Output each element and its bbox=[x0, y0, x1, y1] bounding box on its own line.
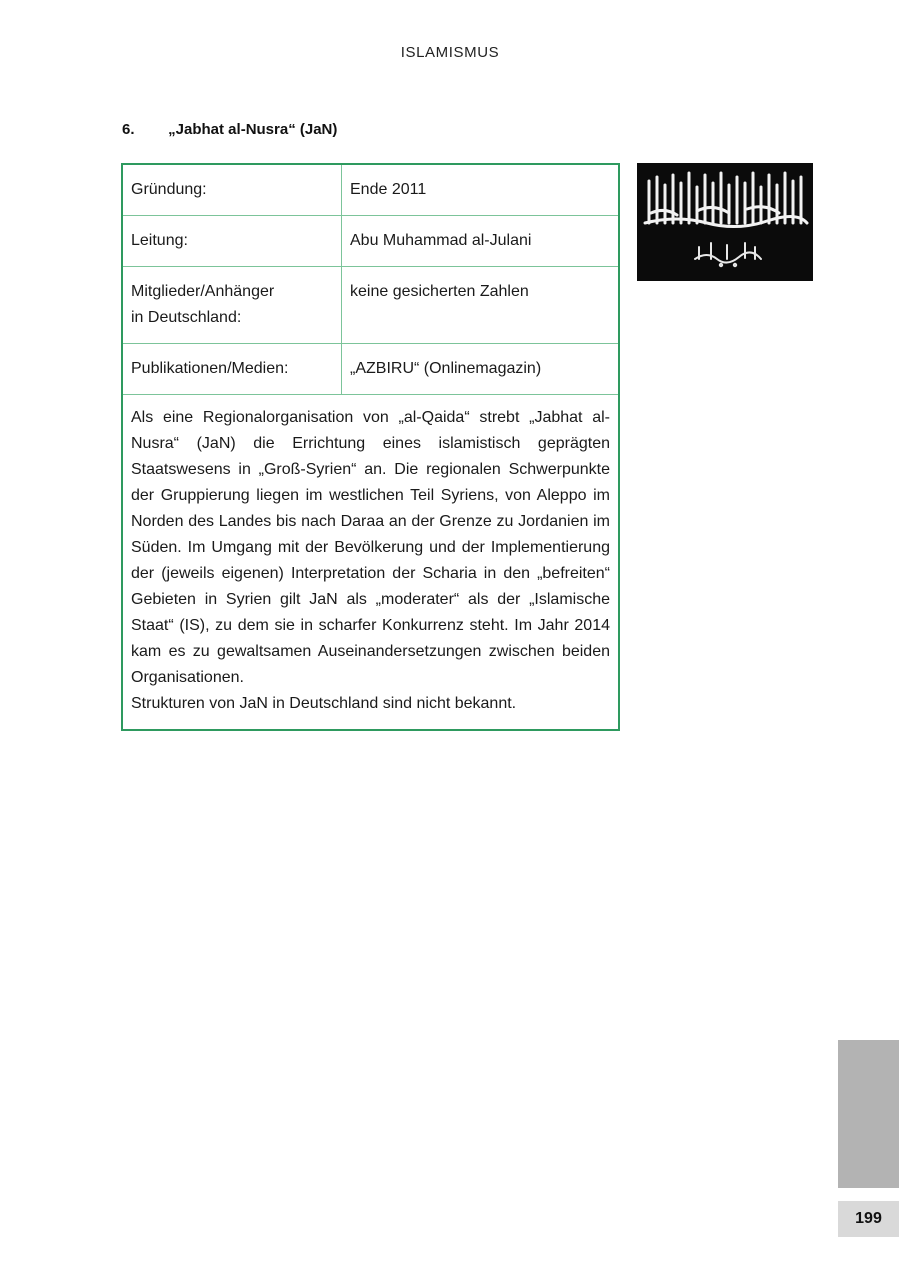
table-row bbox=[123, 267, 618, 344]
running-header: ISLAMISMUS bbox=[400, 44, 500, 61]
jan-flag-icon bbox=[637, 163, 813, 281]
row-value-members: keine gesicherten Zahlen bbox=[342, 267, 619, 344]
table-row bbox=[123, 165, 618, 216]
table-row bbox=[123, 344, 618, 395]
row-value-leadership: Abu Muhammad al-Julani bbox=[342, 216, 619, 267]
row-value-publications: „AZBIRU“ (Onlinemagazin) bbox=[342, 344, 619, 395]
row-label-leadership: Leitung: bbox=[123, 216, 342, 267]
row-label-founding: Gründung: bbox=[123, 165, 342, 216]
row-label-members-line-2: in Deutschland: bbox=[131, 309, 242, 326]
flag-graphic bbox=[637, 163, 813, 281]
section-title: „Jabhat al-Nusra“ (JaN) bbox=[168, 121, 338, 138]
section-heading bbox=[122, 121, 337, 138]
row-label-members-line-1: Mitglieder/Anhänger bbox=[131, 283, 275, 300]
info-table bbox=[123, 165, 618, 395]
info-box bbox=[121, 163, 620, 731]
chapter-tab bbox=[838, 1040, 899, 1188]
row-value-founding: Ende 2011 bbox=[342, 165, 619, 216]
row-label-members bbox=[123, 267, 342, 344]
description-paragraph: Strukturen von JaN in Deutschland sind nicht bekannt. bbox=[131, 695, 517, 712]
section-number: 6. bbox=[122, 121, 135, 138]
table-row bbox=[123, 216, 618, 267]
page-number: 199 bbox=[838, 1201, 899, 1237]
description-paragraph: Als eine Regionalorganisation von „al-Qaida“ strebt „Jabhat al-Nusra“ (JaN) die Errichtung eines islamistisch geprägten Staatswesens in „Groß-Syrien“ an. Die regionalen Schwerpunkte der Gruppierung liegen im westlichen Teil Syriens, von Aleppo im Norden des Landes bis nach Daraa an der Grenze zu Jordanien im Süden. Im Umgang mit der Bevölkerung und der Implementierung der (jeweils eigenen) Interpretation der Scharia in den „befreiten“ Gebieten in Syrien gilt JaN als „moderater“ als der „Islamische Staat“ (IS), zu dem sie in scharfer Konkurrenz steht. Im Jahr 2014 kam es zu gewaltsamen Auseinandersetzungen zwischen beiden Organisationen. bbox=[131, 409, 610, 686]
description-text bbox=[123, 395, 618, 729]
row-label-publications: Publikationen/Medien: bbox=[123, 344, 342, 395]
